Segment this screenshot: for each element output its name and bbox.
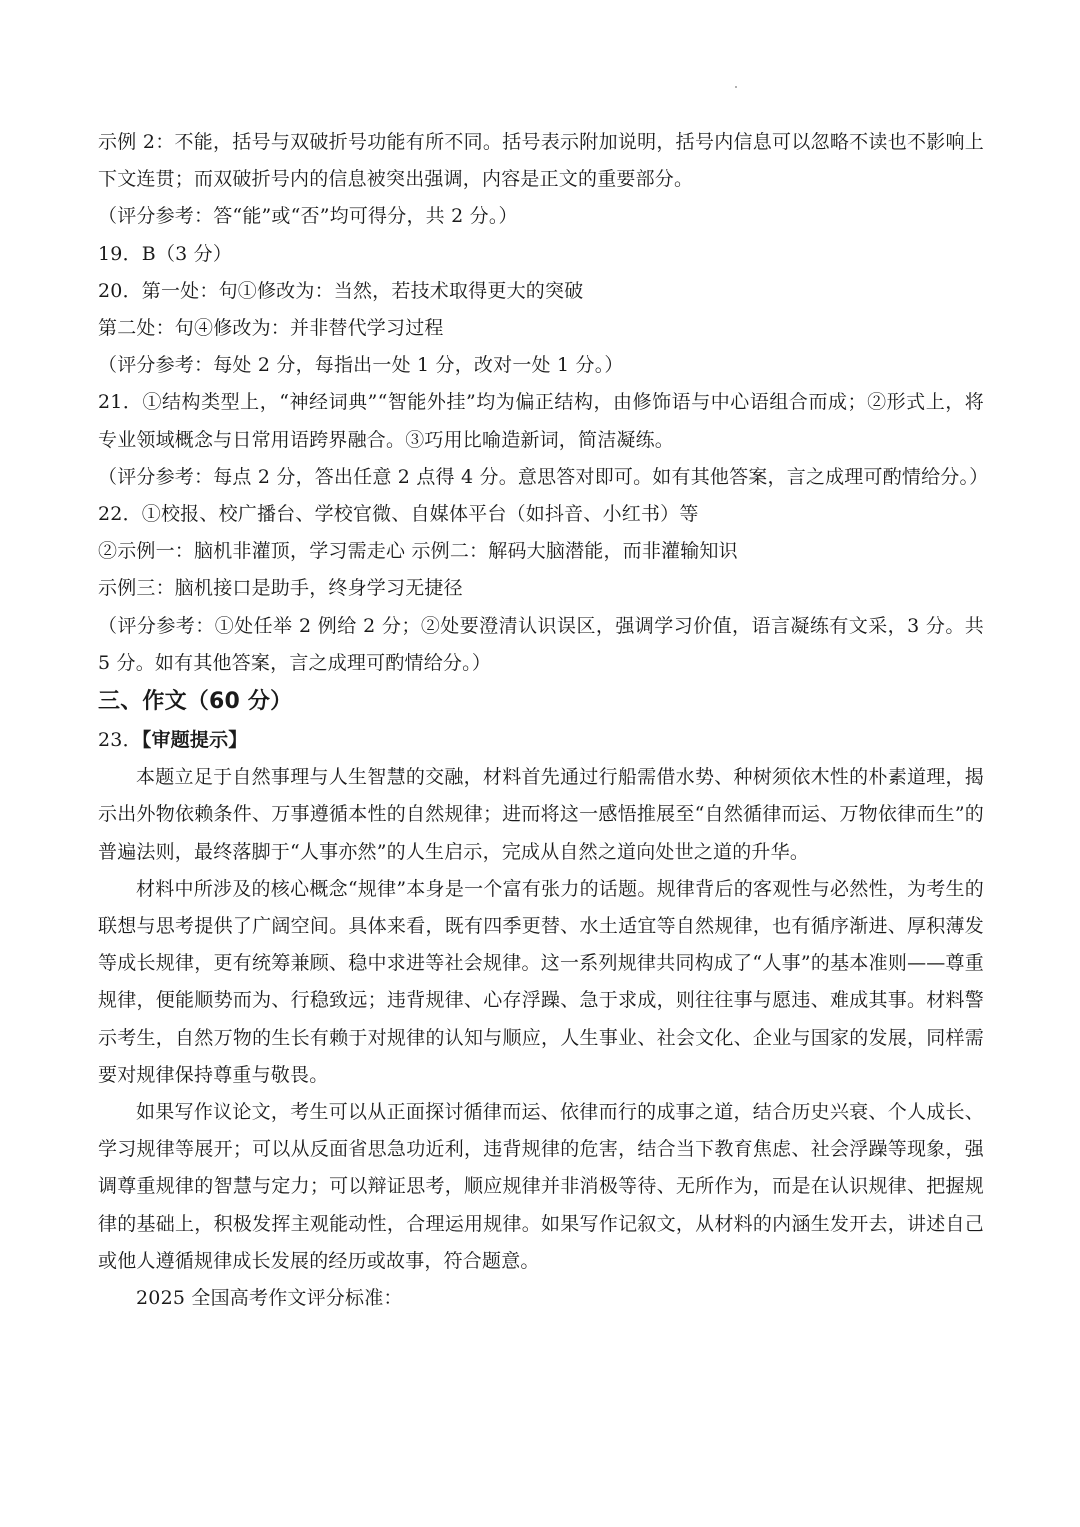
q20-line2: 第二处：句④修改为：并非替代学习过程 bbox=[98, 317, 444, 340]
q23-number: 23． bbox=[98, 729, 142, 752]
scan-dot bbox=[735, 86, 737, 88]
q23-paragraph-4: 2025 全国高考作文评分标准： bbox=[136, 1287, 403, 1310]
sample2-score-note: （评分参考：答“能”或“否”均可得分，共 2 分。） bbox=[98, 205, 518, 228]
q21-score-note: （评分参考：每点 2 分，答出任意 2 点得 4 分。意思答对即可。如有其他答案，言之成理可酌情给分。） bbox=[98, 465, 989, 488]
q23-paragraph-3: 如果写作议论文，考生可以从正面探讨循律而运、依律而行的成事之道，结合历史兴衰、个人成长、学习规律等展开；可以从反面省思急功近利，违背规律的危害，结合当下教育焦虑、社会浮躁等现象，强调尊重规律的智慧与定力；可以辩证思考，顺应规律并非消极等待、无所作为，而是在认识规律、把握规律的基础上，积极发挥主观能动性，合理运用规律。如果写作记叙文，从材料的内涵生发开去，讲述自己或他人遵循规律成长发展的经历或故事，符合题意。 bbox=[98, 1101, 984, 1272]
q22-line2: ②示例一：脑机非灌顶，学习需走心 示例二：解码大脑潜能，而非灌输知识 bbox=[98, 540, 738, 563]
section-heading: 三、作文（60 分） bbox=[98, 689, 293, 715]
q22-line3: 示例三：脑机接口是助手，终身学习无捷径 bbox=[98, 577, 463, 600]
q20-line1: 20．第一处：句①修改为：当然，若技术取得更大的突破 bbox=[98, 279, 584, 302]
q22-line1: 22．①校报、校广播台、学校官微、自媒体平台（如抖音、小红书）等 bbox=[98, 503, 699, 526]
sample2-text: 示例 2：不能，括号与双破折号功能有所不同。括号表示附加说明，括号内信息可以忽略不读也不影响上下文连贯；而双破折号内的信息被突出强调，内容是正文的重要部分。 bbox=[98, 131, 984, 191]
q23-paragraph-1: 本题立足于自然事理与人生智慧的交融，材料首先通过行船需借水势、种树须依木性的朴素道理，揭示出外物依赖条件、万事遵循本性的自然规律；进而将这一感悟推展至“自然循律而运、万物依律而生”的普遍法则，最终落脚于“人事亦然”的人生启示，完成从自然之道向处世之道的升华。 bbox=[98, 766, 984, 863]
q21-answer: 21．①结构类型上，“神经词典”“智能外挂”均为偏正结构，由修饰语与中心语组合而成；②形式上，将专业领域概念与日常用语跨界融合。③巧用比喻造新词，简洁凝练。 bbox=[98, 391, 984, 451]
q20-score-note: （评分参考：每处 2 分，每指出一处 1 分，改对一处 1 分。） bbox=[98, 354, 624, 377]
q22-score-note: （评分参考：①处任举 2 例给 2 分；②处要澄清认识误区，强调学习价值，语言凝练有文采，3 分。共 5 分。如有其他答案，言之成理可酌情给分。） bbox=[98, 614, 984, 674]
answer-key-content bbox=[98, 124, 989, 1317]
q19-answer: 19．B（3 分） bbox=[98, 242, 233, 265]
q23-header bbox=[98, 722, 984, 759]
q23-paragraph-2: 材料中所涉及的核心概念“规律”本身是一个富有张力的话题。规律背后的客观性与必然性，为考生的联想与思考提供了广阔空间。具体来看，既有四季更替、水土适宜等自然规律，也有循序渐进、厚积薄发等成长规律，更有统筹兼顾、稳中求进等社会规律。这一系列规律共同构成了“人事”的基本准则——尊重规律，便能顺势而为、行稳致远；违背规律、心存浮躁、急于求成，则往往事与愿违、难成其事。材料警示考生，自然万物的生长有赖于对规律的认知与顺应，人生事业、社会文化、企业与国家的发展，同样需要对规律保持尊重与敬畏。 bbox=[98, 877, 984, 1086]
q23-label: 【审题提示】 bbox=[141, 729, 248, 752]
